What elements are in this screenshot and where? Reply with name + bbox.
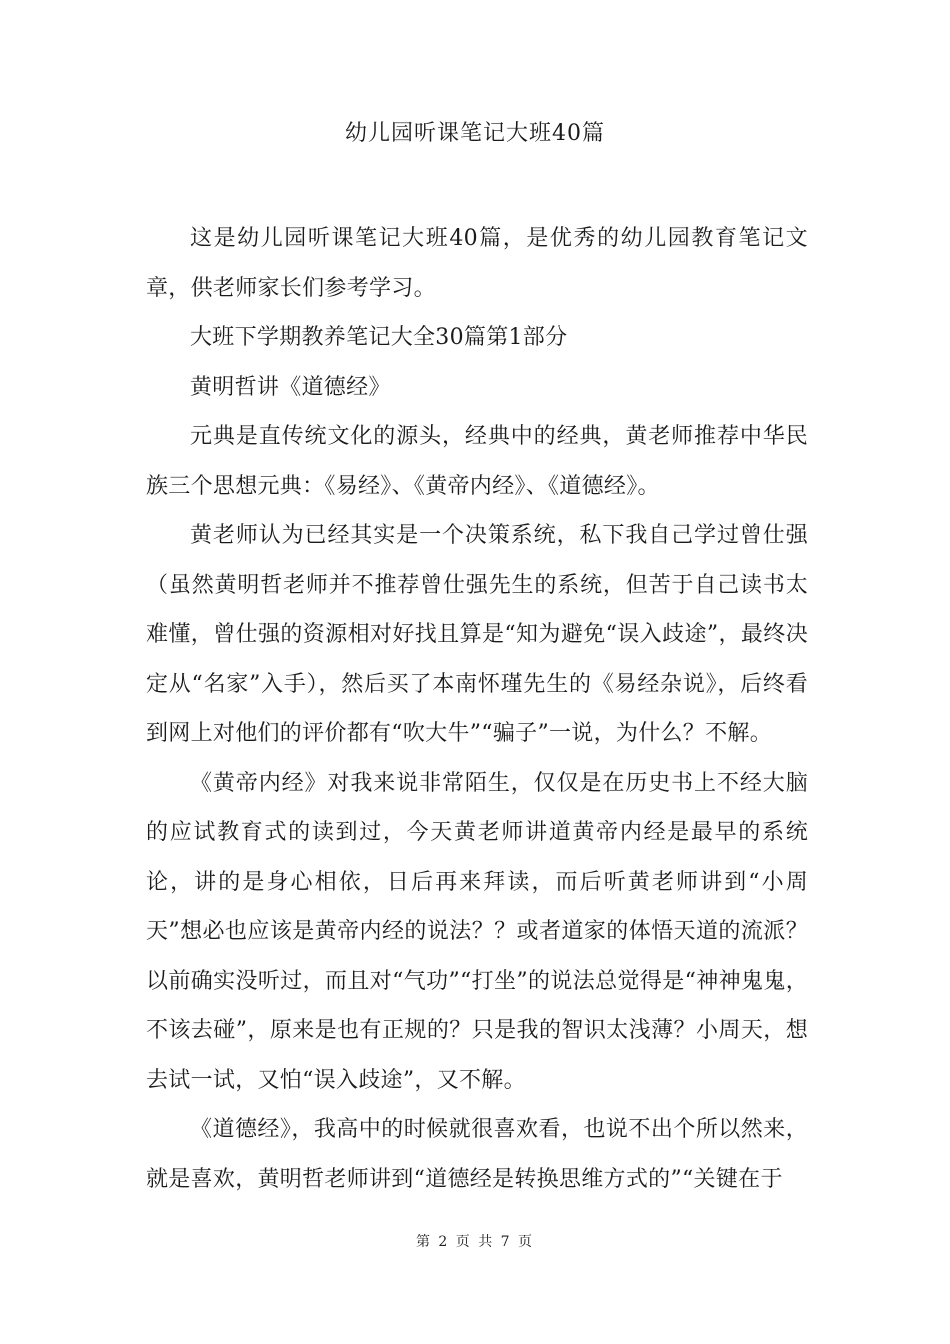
paragraph-daodejing: 《道德经》，我高中的时候就很喜欢看，也说不出个所以然来，就是喜欢，黄明哲老师讲到“道德经是转换思维方式的”“关键在于 <box>146 1117 808 1192</box>
paragraph-classics: 元典是直传统文化的源头，经典中的经典，黄老师推荐中华民族三个思想元典：《易经》、《黄帝内经》、《道德经》。 <box>146 424 808 499</box>
paragraph-intro: 这是幼儿园听课笔记大班40篇，是优秀的幼儿园教育笔记文章，供老师家长们参考学习。 <box>146 226 808 301</box>
paragraph-subtitle: 黄明哲讲《道德经》 <box>190 374 391 400</box>
paragraph-section-heading: 大班下学期教养笔记大全30篇第1部分 <box>190 325 568 350</box>
page-number-footer: 第 2 页 共 7 页 <box>415 1234 535 1250</box>
document-title: 幼儿园听课笔记大班40篇 <box>345 121 605 146</box>
paragraph-huangdi-neijing: 《黄帝内经》对我来说非常陌生，仅仅是在历史书上不经大脑的应试教育式的读到过，今天黄老师讲道黄帝内经是最早的系统论，讲的是身心相依，日后再来拜读，而后听黄老师讲到“小周天”想必也应该是黄帝内经的说法？？或者道家的体悟天道的流派？以前确实没听过，而且对“气功”“打坐”的说法总觉得是“神神鬼鬼，不该去碰”，原来是也有正规的？只是我的智识太浅薄？小周天，想去试一试，又怕“误入歧途”，又不解。 <box>146 770 808 1093</box>
document-body <box>146 214 808 1204</box>
paragraph-yijing: 黄老师认为已经其实是一个决策系统，私下我自己学过曾仕强（虽然黄明哲老师并不推荐曾仕强先生的系统，但苦于自己读书太难懂，曾仕强的资源相对好找且算是“知为避免“误入歧途”，最终决定从“名家”入手），然后买了本南怀瑾先生的《易经杂说》，后终看到网上对他们的评价都有“吹大牛”“骗子”一说，为什么？不解。 <box>146 523 808 746</box>
